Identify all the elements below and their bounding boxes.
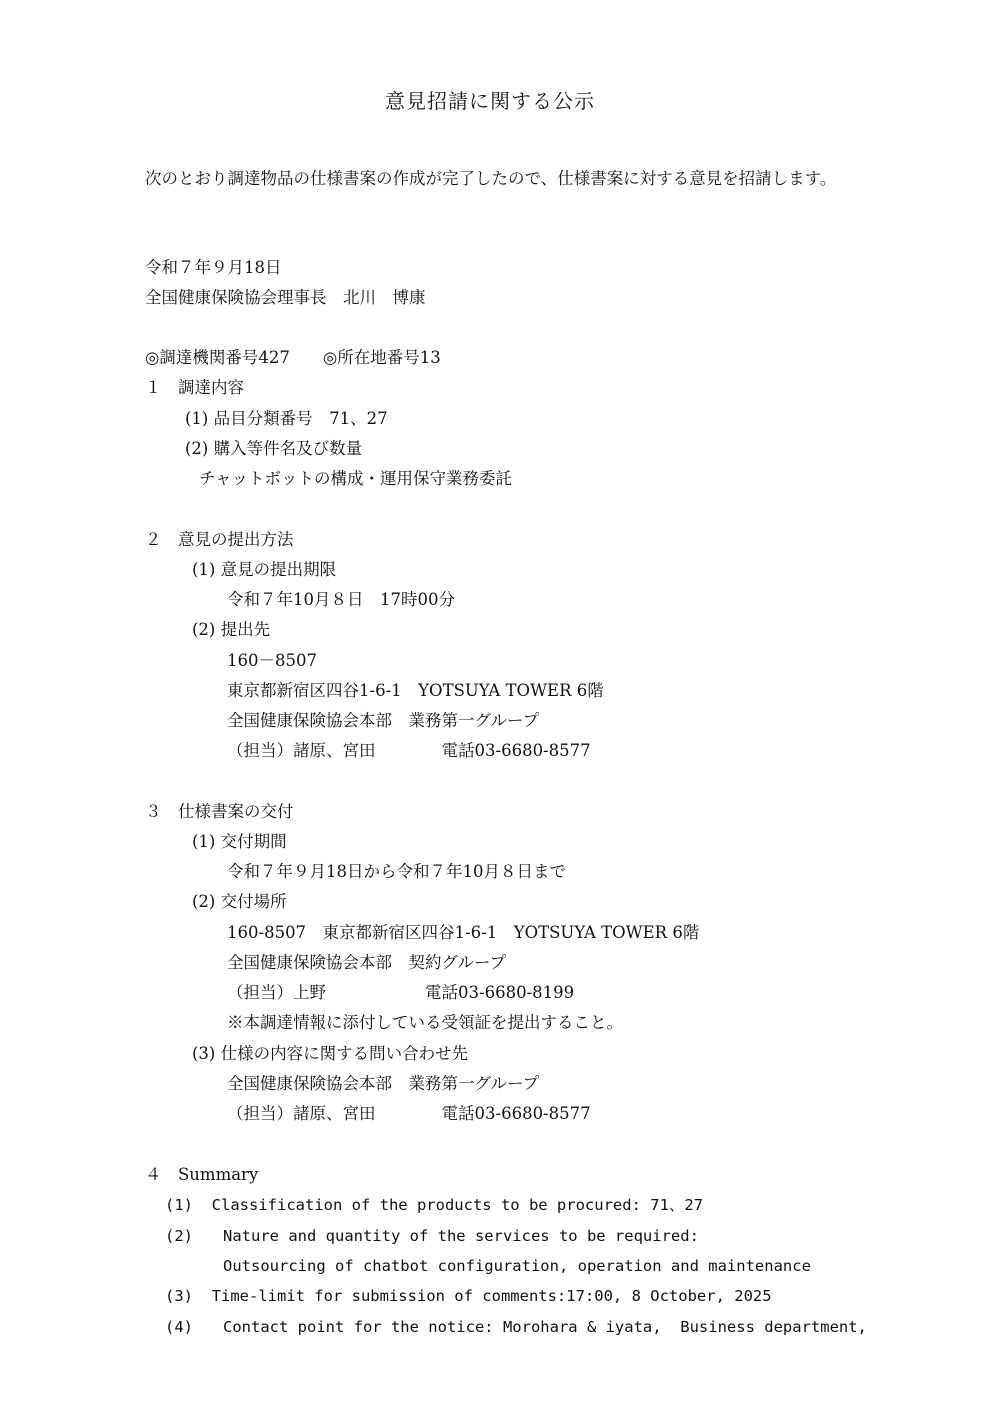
summary-item-1: (1) Classification of the products to be procured: 71、27 — [165, 1196, 704, 1214]
summary-item-2: Nature and quantity of the services to be required: — [223, 1227, 699, 1245]
delivery-note: ※本調達情報に添付している受領証を提出すること。 — [227, 1013, 623, 1032]
submission-deadline: 令和７年10月８日 17時00分 — [227, 590, 455, 609]
intro-paragraph: 次のとおり調達物品の仕様書案の作成が完了したので、仕様書案に対する意見を招請します。 — [145, 169, 837, 188]
inquiry-organization: 全国健康保険協会本部 業務第一グループ — [227, 1074, 540, 1093]
issuer-name: 全国健康保険協会理事長 北川 博康 — [145, 288, 426, 307]
summary-item-4: Contact point for the notice: Morohara & iyata, Business department, — [223, 1318, 867, 1336]
delivery-address: 160-8507 東京都新宿区四谷1-6-1 YOTSUYA TOWER 6階 — [227, 923, 700, 942]
inquiry-contact: （担当）諸原、宮田 電話03-6680-8577 — [227, 1104, 591, 1123]
delivery-period: 令和７年９月18日から令和７年10月８日まで — [227, 862, 566, 881]
delivery-organization: 全国健康保険協会本部 契約グループ — [227, 953, 507, 972]
notice-date: 令和７年９月18日 — [145, 258, 282, 277]
section-1-heading: １ 調達内容 — [145, 378, 244, 397]
section-3-item-1: (1) 交付期間 — [192, 832, 287, 851]
section-3-item-3: (3) 仕様の内容に関する問い合わせ先 — [192, 1044, 469, 1063]
section-3-heading: ３ 仕様書案の交付 — [145, 802, 294, 821]
summary-item-3: (3) Time-limit for submission of comments:17:00, 8 October, 2025 — [165, 1287, 772, 1305]
summary-item-4-number: (4) — [165, 1318, 193, 1336]
procurement-codes: ◎調達機関番号427 ◎所在地番号13 — [145, 348, 441, 367]
section-2-item-2: (2) 提出先 — [192, 620, 271, 639]
page-title: 意見招請に関する公示 — [385, 89, 595, 113]
summary-item-2-number: (2) — [165, 1227, 193, 1245]
summary-item-2-value: Outsourcing of chatbot configuration, operation and maintenance — [223, 1257, 811, 1275]
section-2-heading: ２ 意見の提出方法 — [145, 530, 294, 549]
section-1-item-2-value: チャットボットの構成・運用保守業務委託 — [199, 469, 513, 488]
section-3-item-2: (2) 交付場所 — [192, 892, 287, 911]
submission-postal-code: 160－8507 — [227, 651, 317, 670]
delivery-contact: （担当）上野 電話03-6680-8199 — [227, 983, 575, 1002]
submission-organization: 全国健康保険協会本部 業務第一グループ — [227, 711, 540, 730]
section-1-item-1: (1) 品目分類番号 71、27 — [185, 409, 388, 428]
section-4-heading: ４ Summary — [145, 1165, 259, 1184]
submission-address: 東京都新宿区四谷1-6-1 YOTSUYA TOWER 6階 — [227, 681, 604, 700]
submission-contact: （担当）諸原、宮田 電話03-6680-8577 — [227, 741, 591, 760]
section-1-item-2: (2) 購入等件名及び数量 — [185, 439, 363, 458]
section-2-item-1: (1) 意見の提出期限 — [192, 560, 337, 579]
